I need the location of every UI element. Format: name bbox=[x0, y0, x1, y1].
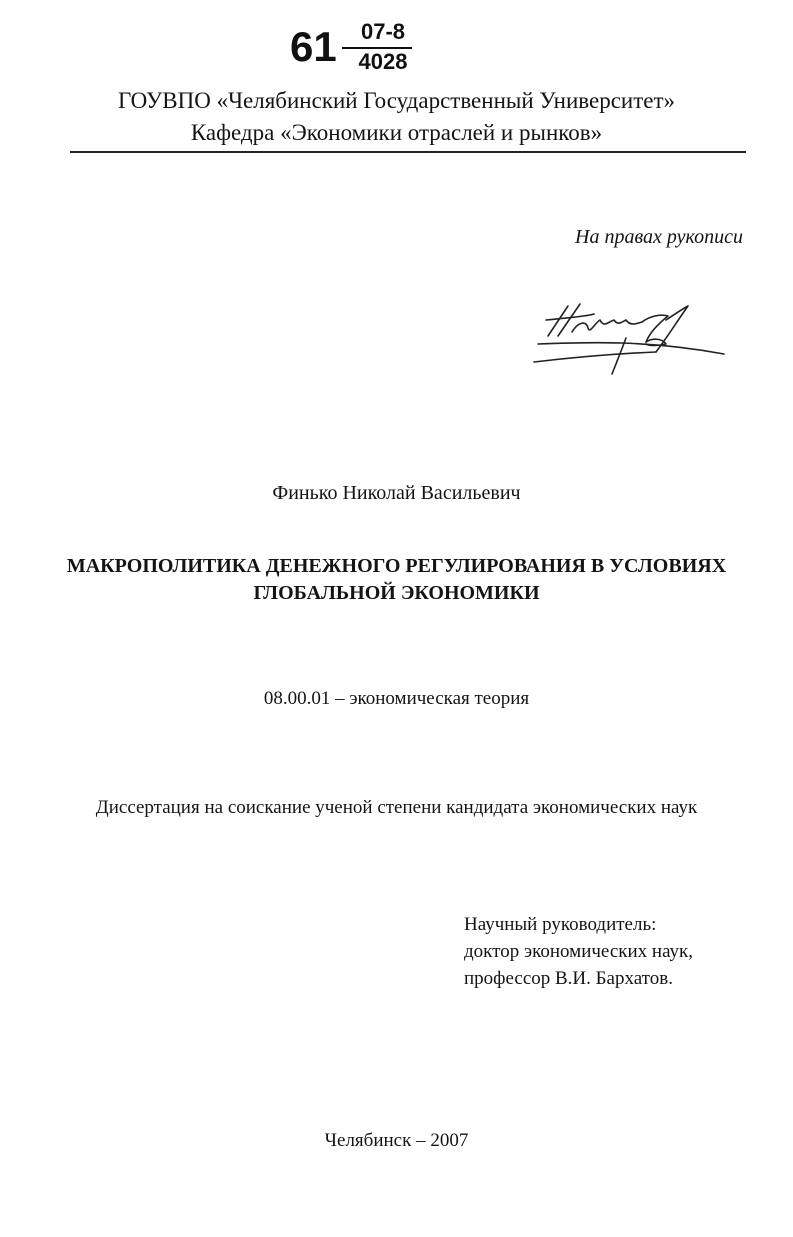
supervisor-name: профессор В.И. Бархатов. bbox=[464, 968, 673, 989]
author-name: Финько Николай Васильевич bbox=[272, 482, 521, 504]
signature-icon bbox=[528, 298, 738, 380]
supervisor-block bbox=[464, 911, 693, 992]
title-line-2: ГЛОБАЛЬНОЙ ЭКОНОМИКИ bbox=[253, 582, 540, 604]
department-name: Кафедра «Экономики отраслей и рынков» bbox=[190, 120, 603, 145]
stamp-numerator: 07-8 bbox=[360, 19, 406, 44]
library-stamp bbox=[286, 20, 426, 80]
dissertation-title bbox=[40, 553, 753, 607]
manuscript-rights-note: На правах рукописи bbox=[575, 226, 743, 248]
stamp-denominator: 4028 bbox=[358, 49, 408, 74]
title-line-1: МАКРОПОЛИТИКА ДЕНЕЖНОГО РЕГУЛИРОВАНИЯ В УСЛОВИЯХ bbox=[66, 555, 727, 577]
supervisor-label: Научный руководитель: bbox=[464, 914, 657, 935]
supervisor-degree: доктор экономических наук, bbox=[464, 941, 694, 962]
degree-statement: Диссертация на соискание ученой степени кандидата экономических наук bbox=[95, 797, 698, 818]
institution-name: ГОУВПО «Челябинский Государственный Университет» bbox=[117, 88, 676, 113]
place-and-year: Челябинск – 2007 bbox=[324, 1130, 469, 1151]
header-divider bbox=[70, 151, 746, 153]
stamp-main-number: 61 bbox=[290, 23, 337, 70]
specialty-code: 08.00.01 – экономическая теория bbox=[263, 688, 530, 709]
